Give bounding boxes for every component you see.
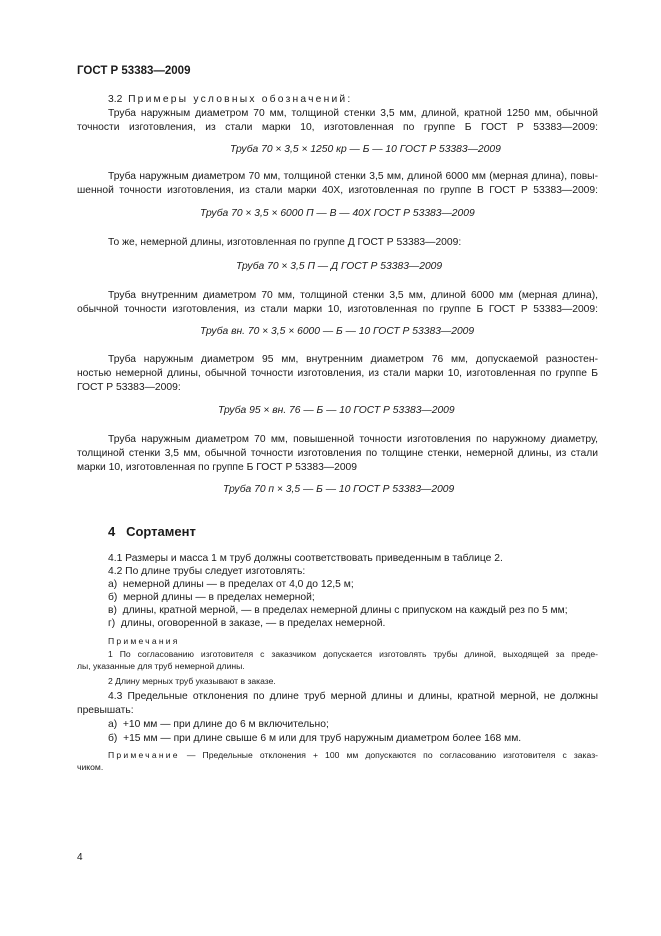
example-6-line-2: толщиной стенки 3,5 мм, обычной точности изготовления по толщине стенки, немерной длины, из стали xyxy=(77,448,598,459)
section-4-number: 4 xyxy=(108,524,116,539)
example-3-line-1: То же, немерной длины, изготовленная по группе Д ГОСТ Р 53383—2009: xyxy=(108,237,462,248)
list-text: +10 мм — при длине до 6 м включительно; xyxy=(122,719,329,730)
page-number: 4 xyxy=(77,852,83,863)
example-4-formula: Труба вн. 70 × 3,5 × 6000 — Б — 10 ГОСТ Р 53383—2009 xyxy=(200,326,475,337)
examples-heading-text: Примеры условных обозначений: xyxy=(128,94,353,105)
list-marker: б) xyxy=(108,733,118,744)
note-3-line-1 xyxy=(108,749,598,761)
example-1-line-1: Труба наружным диаметром 70 мм, толщиной стенки 3,5 мм, длиной, кратной 1250 мм, обычной xyxy=(108,108,598,119)
list-text: длины, кратной мерной, — в пределах немерной длины с припуском на каждый рез по 5 мм; xyxy=(122,605,568,616)
list-marker: а) xyxy=(108,719,118,730)
list-text: немерной длины — в пределах от 4,0 до 12,5 м; xyxy=(122,579,354,590)
note-1-line-2: лы, указанные для труб немерной длины. xyxy=(77,661,245,671)
example-6-line-1: Труба наружным диаметром 70 мм, повышенной точности изготовления по наружному диаметру, xyxy=(108,434,598,445)
list-4-2-item-b xyxy=(108,591,315,605)
example-4-line-1: Труба внутренним диаметром 70 мм, толщиной стенки 3,5 мм, длиной 6000 мм (мерная длина), xyxy=(108,290,598,301)
example-6-line-3: марки 10, изготовленная по группе Б ГОСТ Р 53383—2009 xyxy=(77,462,358,473)
note-1-line-1: 1 По согласованию изготовителя с заказчиком допускается изготовлять трубы длиной, выходящей за преде- xyxy=(108,649,598,659)
note-3-text: — Предельные отклонения + 100 мм допускаются по согласованию изготовителя с заказ- xyxy=(179,750,598,760)
list-text: +15 мм — при длине свыше 6 м или для труб наружным диаметром более 168 мм. xyxy=(123,733,522,744)
list-marker: г) xyxy=(108,618,116,629)
example-5-formula: Труба 95 × вн. 76 — Б — 10 ГОСТ Р 53383—2009 xyxy=(218,405,455,416)
clause-4-3-line-2: превышать: xyxy=(77,705,134,716)
list-text: длины, оговоренной в заказе, — в пределах немерной. xyxy=(120,618,386,629)
section-4-heading xyxy=(108,524,196,539)
examples-heading-number: 3.2 xyxy=(108,94,123,105)
list-4-2-item-d xyxy=(108,617,385,631)
list-marker: б) xyxy=(108,592,118,603)
example-5-line-2: ностью немерной длины, обычной точности изготовления, из стали марки 10, изготовленная по группе Б xyxy=(77,368,598,379)
list-4-3-item-a xyxy=(108,718,329,732)
example-1-line-2: точности изготовления, из стали марки 10, изготовленная по группе Б ГОСТ Р 53383—2009: xyxy=(77,122,598,133)
example-2-formula: Труба 70 × 3,5 × 6000 П — В — 40Х ГОСТ Р 53383—2009 xyxy=(200,208,475,219)
clause-4-2: 4.2 По длине трубы следует изготовлять: xyxy=(108,566,306,577)
standard-header: ГОСТ Р 53383—2009 xyxy=(77,65,191,77)
clause-4-1: 4.1 Размеры и масса 1 м труб должны соответствовать приведенным в таблице 2. xyxy=(108,553,503,564)
example-1-formula: Труба 70 × 3,5 × 1250 кр — Б — 10 ГОСТ Р 53383—2009 xyxy=(230,144,501,155)
note-2: 2 Длину мерных труб указывают в заказе. xyxy=(108,676,276,686)
note-3-label: Примечание xyxy=(108,750,180,760)
example-3-formula: Труба 70 × 3,5 П — Д ГОСТ Р 53383—2009 xyxy=(236,261,443,272)
list-marker: в) xyxy=(108,605,117,616)
example-5-line-3: ГОСТ Р 53383—2009: xyxy=(77,382,181,393)
example-5-line-1: Труба наружным диаметром 95 мм, внутренним диаметром 76 мм, допускаемой разностен- xyxy=(108,354,598,365)
notes-heading: Примечания xyxy=(108,636,180,646)
example-6-formula: Труба 70 п × 3,5 — Б — 10 ГОСТ Р 53383—2009 xyxy=(223,484,455,495)
list-marker: а) xyxy=(108,579,118,590)
example-2-line-1: Труба наружным диаметром 70 мм, толщиной стенки 3,5 мм, длиной 6000 мм (мерная длина), повы- xyxy=(108,171,598,182)
list-4-2-item-a xyxy=(108,578,354,592)
clause-4-3-line-1: 4.3 Предельные отклонения по длине труб мерной длины и длины, кратной мерной, не должны xyxy=(108,691,598,702)
list-4-2-item-c xyxy=(108,604,568,618)
example-4-line-2: обычной точности изготовления, из стали марки 10, изготовленная по группе Б ГОСТ Р 53383—2009: xyxy=(77,304,598,315)
list-text: мерной длины — в пределах немерной; xyxy=(123,592,315,603)
example-2-line-2: шенной точности изготовления, из стали марки 40Х, изготовленная по группе В ГОСТ Р 53383—2009: xyxy=(77,185,598,196)
note-3-line-2: чиком. xyxy=(77,762,104,772)
list-4-3-item-b xyxy=(108,732,521,746)
examples-heading xyxy=(108,93,352,107)
section-4-title: Сортамент xyxy=(126,524,196,539)
